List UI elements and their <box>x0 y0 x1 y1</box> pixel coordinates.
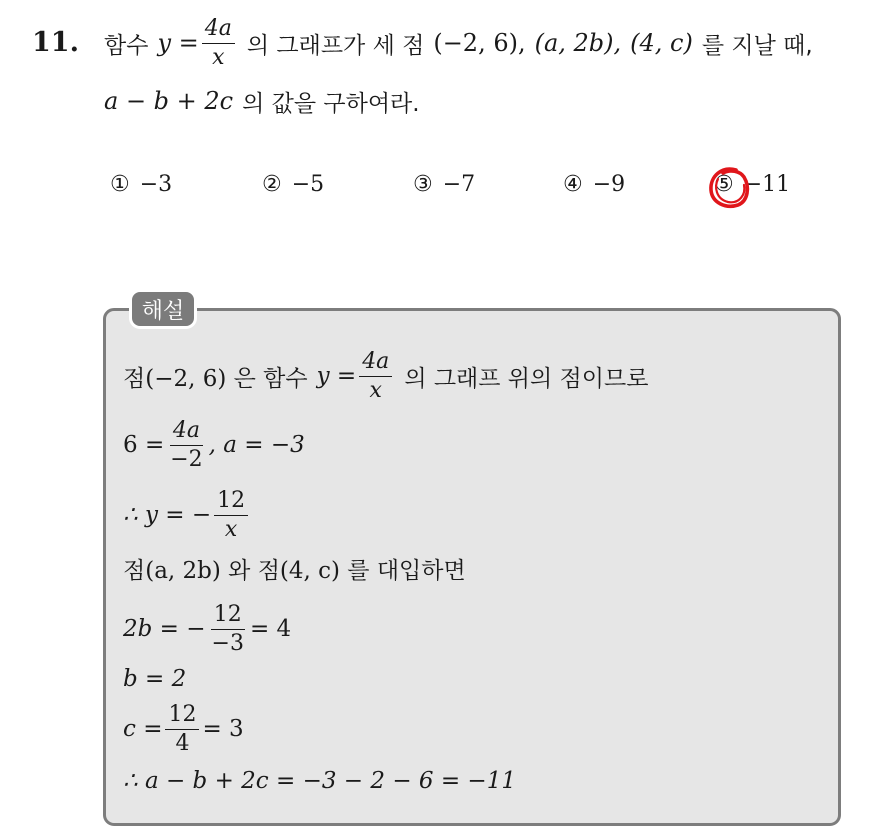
answer-circle-mark-icon <box>706 163 752 213</box>
choice-2-mark: ② <box>262 172 282 197</box>
question-number: 11. <box>32 27 79 58</box>
solution-line-5-numerator: 12 <box>211 603 245 629</box>
question-intro: 함수 <box>104 32 149 59</box>
choice-1-value: −3 <box>139 172 173 197</box>
question-expression: a − b + 2c <box>104 87 234 115</box>
solution-line-6 <box>123 662 186 696</box>
solution-line-7-numerator: 12 <box>165 703 199 729</box>
solution-line-2-lhs: 6 = <box>123 432 165 458</box>
solution-line-7 <box>123 697 244 761</box>
solution-line-1-fraction <box>359 350 392 401</box>
question-line-2-outro: 의 값을 구하여라. <box>242 90 420 117</box>
solution-line-1 <box>123 344 648 408</box>
question-line-1 <box>104 10 813 76</box>
solution-line-5-post: = 4 <box>249 616 292 642</box>
choice-1-mark: ① <box>110 172 130 197</box>
choice-4[interactable] <box>563 172 625 197</box>
choice-3-value: −7 <box>442 172 476 197</box>
solution-line-3-fraction <box>214 489 248 540</box>
solution-line-1-numerator: 4a <box>359 350 392 376</box>
question-outro: 를 지날 때, <box>701 32 813 59</box>
solution-line-2-denominator: −2 <box>170 446 203 472</box>
question-mid-text: 의 그래프가 세 점 <box>246 32 425 59</box>
choice-3-mark: ③ <box>413 172 433 197</box>
solution-line-5-lhs: 2b = − <box>123 616 206 642</box>
solution-line-5-denominator: −3 <box>211 630 244 656</box>
solution-line-2-post: , a = −3 <box>208 432 305 458</box>
question-eq-lhs: y = <box>157 29 199 57</box>
solution-line-3-numerator: 12 <box>214 489 248 515</box>
solution-line-3-denominator: x <box>224 516 238 542</box>
question-point-2: (a, 2b), <box>534 29 622 57</box>
solution-line-7-fraction <box>165 703 199 754</box>
choice-1[interactable] <box>110 172 172 197</box>
solution-line-1-eq: y = <box>316 363 357 389</box>
question-fraction-denominator: x <box>212 44 225 70</box>
choice-4-value: −9 <box>592 172 626 197</box>
solution-tag: 해설 <box>129 289 197 329</box>
choice-2[interactable] <box>262 172 324 197</box>
solution-line-1-pre: 점(−2, 6) 은 함수 <box>123 365 308 392</box>
solution-line-8 <box>123 764 516 798</box>
question-fraction <box>202 17 235 68</box>
solution-line-2 <box>123 413 305 477</box>
solution-line-1-denominator: x <box>369 377 382 403</box>
question-fraction-numerator: 4a <box>202 17 235 43</box>
solution-line-1-post: 의 그래프 위의 점이므로 <box>404 365 649 392</box>
solution-line-2-numerator: 4a <box>170 419 203 445</box>
solution-line-2-fraction <box>167 419 205 470</box>
question-point-1: (−2, 6), <box>433 29 526 57</box>
choice-2-value: −5 <box>291 172 325 197</box>
solution-line-3 <box>123 483 251 547</box>
solution-line-5 <box>123 597 291 661</box>
question-line-2 <box>104 84 420 118</box>
solution-line-5-fraction <box>209 603 247 654</box>
choice-5-mark: ⑤ <box>714 172 734 197</box>
solution-line-4 <box>123 551 466 585</box>
solution-line-7-denominator: 4 <box>175 730 190 756</box>
solution-line-6-text: b = 2 <box>123 666 187 692</box>
solution-line-7-post: = 3 <box>202 716 244 742</box>
solution-line-7-lhs: c = <box>123 716 163 742</box>
choice-4-mark: ④ <box>563 172 583 197</box>
solution-line-4-text: 점(a, 2b) 와 점(4, c) 를 대입하면 <box>123 557 466 584</box>
solution-line-8-text: ∴ a − b + 2c = −3 − 2 − 6 = −11 <box>123 768 516 794</box>
question-point-3: (4, c) <box>630 29 693 57</box>
solution-line-3-lhs: ∴ y = − <box>123 502 212 528</box>
choice-5-value: −11 <box>743 172 791 197</box>
choice-3[interactable] <box>413 172 475 197</box>
